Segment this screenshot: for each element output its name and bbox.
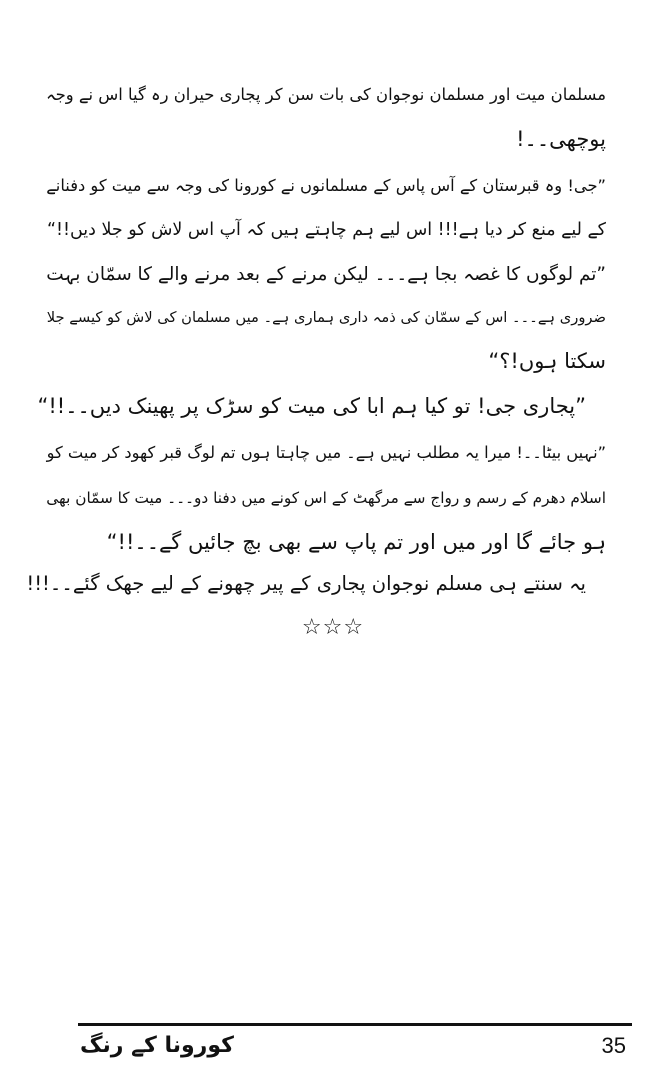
text-line-9: ”نہیں بیٹا۔۔! میرا یہ مطلب نہیں ہے۔ میں چاہتا ہوں تم لوگ قبر کھود کر میت کو [46,443,606,462]
text-line-1: مسلمان میت اور مسلمان نوجوان کی بات سن کر پجاری حیران رہ گیا اس نے وجہ [46,85,606,104]
text-line-11: ہو جائے گا اور میں اور تم پاپ سے بھی بچ جائیں گے۔۔!!“ [106,530,606,554]
text-line-8: ”پجاری جی! تو کیا ہم ابا کی میت کو سڑک پر پھینک دیں۔۔!!“ [37,394,586,418]
text-line-10: اسلام دھرم کے رسم و رواج سے مرگھٹ کے اس کونے میں دفنا دو۔۔۔ میت کا سمّان بھی [46,489,606,507]
footer-rule [78,1023,632,1026]
text-line-7: سکتا ہوں!؟“ [488,349,606,373]
text-line-5: ”تم لوگوں کا غصہ بجا ہے۔۔۔ لیکن مرنے کے بعد مرنے والے کا سمّان بہت [46,264,606,285]
footer-book-title: کورونا کے رنگ [80,1033,234,1058]
text-line-3: ”جی! وہ قبرستان کے آس پاس کے مسلمانوں نے کورونا کی وجہ سے میت کو دفنانے [46,176,606,195]
text-line-6: ضروری ہے۔۔۔ اس کے سمّان کی ذمہ داری ہماری ہے۔ میں مسلمان کی لاش کو کیسے جلا [46,309,606,326]
text-line-2: پوچھی۔۔! [516,127,606,151]
section-separator-stars: ☆☆☆ [301,615,365,640]
text-line-4: کے لیے منع کر دیا ہے!!! اس لیے ہم چاہتے ہیں کہ آپ اس لاش کو جلا دیں!!“ [46,220,606,240]
text-line-12: یہ سنتے ہی مسلم نوجوان پجاری کے پیر چھونے کے لیے جھک گئے۔۔!!! [26,572,586,595]
page-number: 35 [601,1033,626,1058]
